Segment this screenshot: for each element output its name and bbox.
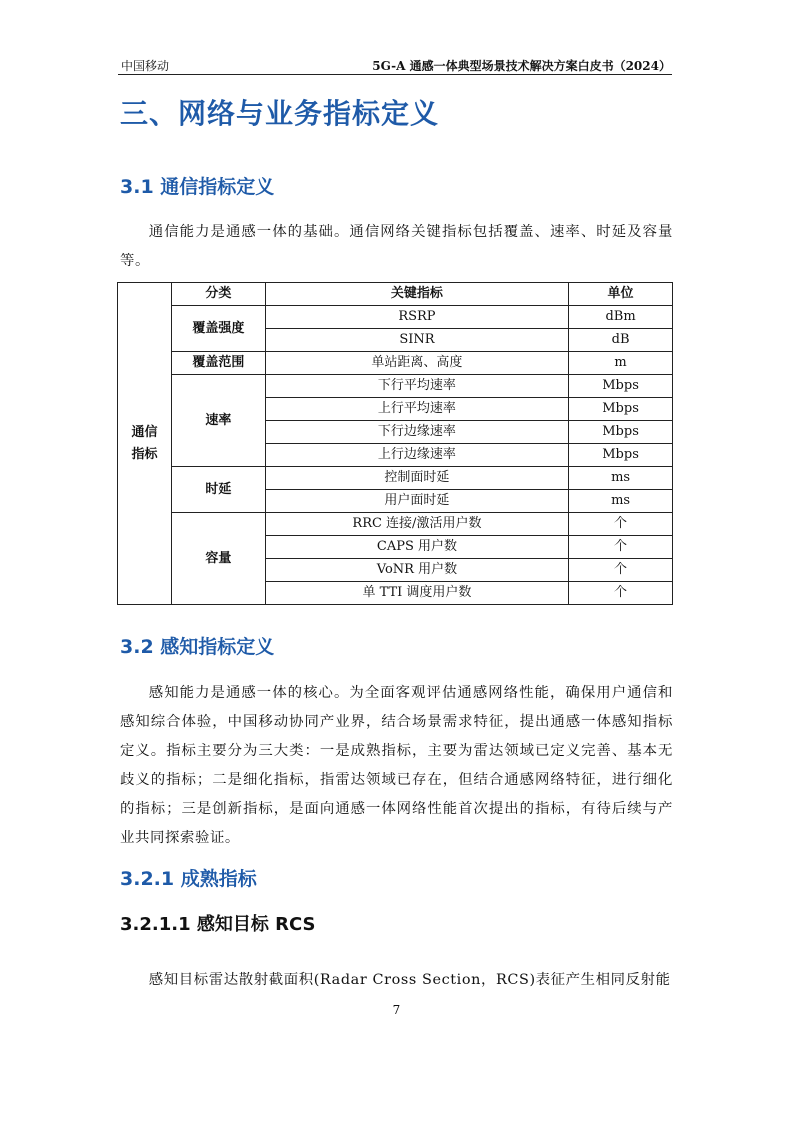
section-3-2-1-1-title: 3.2.1.1 感知目标 RCS	[120, 914, 316, 935]
table-unit-cell: m	[569, 352, 673, 375]
table-unit-cell: dBm	[569, 306, 673, 329]
section-3-2-1-1-paragraph: 感知目标雷达散射截面积(Radar Cross Section，RCS)表征产生相同反射能	[148, 972, 671, 988]
table-metric-cell: 单站距离、高度	[265, 352, 568, 375]
table-unit-cell: dB	[569, 329, 673, 352]
table-category-cell: 覆盖范围	[171, 352, 265, 375]
table-unit-cell: 个	[569, 559, 673, 582]
table-unit-cell: 个	[569, 536, 673, 559]
table-unit-cell: ms	[569, 490, 673, 513]
table-group-cell	[118, 283, 172, 605]
table-metric-cell: CAPS 用户数	[265, 536, 568, 559]
header-org: 中国移动	[121, 59, 170, 73]
table-metric-cell: 用户面时延	[265, 490, 568, 513]
section-3-2-1-title: 3.2.1 成熟指标	[120, 868, 257, 890]
table-metric-cell: 上行平均速率	[265, 398, 568, 421]
table-metric-cell: 单 TTI 调度用户数	[265, 582, 568, 605]
table-row	[118, 375, 673, 398]
table-metric-cell: RRC 连接/激活用户数	[265, 513, 568, 536]
table-unit-cell: Mbps	[569, 398, 673, 421]
chapter-title: 三、网络与业务指标定义	[120, 97, 440, 130]
table-metric-cell: SINR	[265, 329, 568, 352]
table-row	[118, 467, 673, 490]
table-row	[118, 352, 673, 375]
table-category-cell: 容量	[171, 513, 265, 605]
table-category-cell: 覆盖强度	[171, 306, 265, 352]
section-3-1-paragraph: 通信能力是通感一体的基础。通信网络关键指标包括覆盖、速率、时延及容量等。	[120, 224, 673, 269]
table-unit-cell: 个	[569, 582, 673, 605]
communication-metrics-table	[117, 282, 673, 605]
table-metric-cell: 下行平均速率	[265, 375, 568, 398]
table-group-label: 通信指标	[131, 424, 158, 462]
table-unit-cell: Mbps	[569, 444, 673, 467]
page-number: 7	[392, 1003, 401, 1017]
table-unit-cell: ms	[569, 467, 673, 490]
table-unit-cell: 个	[569, 513, 673, 536]
table-metric-cell: 上行边缘速率	[265, 444, 568, 467]
section-3-2-title: 3.2 感知指标定义	[120, 636, 275, 658]
table-metric-cell: 控制面时延	[265, 467, 568, 490]
table-unit-cell: Mbps	[569, 375, 673, 398]
table-row	[118, 306, 673, 329]
table-unit-cell: Mbps	[569, 421, 673, 444]
header-doc-title: 5G-A 通感一体典型场景技术解决方案白皮书（2024）	[372, 59, 671, 73]
table-row	[118, 513, 673, 536]
table-header-unit: 单位	[569, 283, 673, 306]
section-3-2-paragraph: 感知能力是通感一体的核心。为全面客观评估通感网络性能，确保用户通信和感知综合体验，中国移动协同产业界，结合场景需求特征，提出通感一体感知指标定义。指标主要分为三大类：一是成熟指标，主要为雷达领域已定义完善、基本无歧义的指标；二是细化指标，指雷达领域已存在，但结合通感网络特征，进行细化的指标；三是创新指标，是面向通感一体网络性能首次提出的指标，有待后续与产业共同探索验证。	[120, 685, 673, 846]
section-3-1-title: 3.1 通信指标定义	[120, 176, 275, 198]
table-metric-cell: RSRP	[265, 306, 568, 329]
table-header-row	[118, 283, 673, 306]
table-metric-cell: 下行边缘速率	[265, 421, 568, 444]
header-divider	[118, 74, 672, 75]
table-header-category: 分类	[171, 283, 265, 306]
table-metric-cell: VoNR 用户数	[265, 559, 568, 582]
table-category-cell: 时延	[171, 467, 265, 513]
table-header-metric: 关键指标	[265, 283, 568, 306]
table-category-cell: 速率	[171, 375, 265, 467]
